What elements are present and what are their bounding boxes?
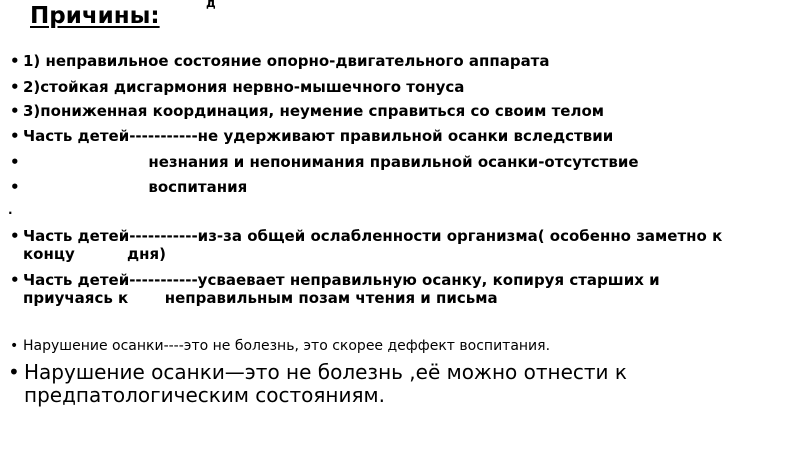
bullet-icon: • — [8, 360, 20, 384]
bullet-text: 3)пониженная координация, неумение справиться со своим телом — [23, 102, 605, 120]
bullet-text: Часть детей-----------из-за общей ослабленности организма( особенно заметно к концу дня) — [23, 227, 723, 263]
bullet-icon: • — [10, 52, 20, 70]
bullet-text: 2)стойкая дисгармония нервно-мышечного тонуса — [23, 78, 465, 96]
bullet-icon: • — [10, 271, 20, 289]
bullet-text: Часть детей-----------усваевает неправильную осанку, копируя старших и приучаясь к неправильным позам чтения и письма — [23, 271, 660, 307]
bullet-text: 1) неправильное состояние опорно-двигательного аппарата — [23, 52, 550, 70]
bullet-icon: • — [10, 338, 19, 354]
bullet-icon: • — [10, 102, 20, 120]
bullet-text: Часть детей-----------не удерживают правильной осанки вследствии — [23, 127, 614, 145]
bullet-icon: • — [10, 227, 20, 245]
conclusion-item — [8, 360, 627, 453]
bullet-text: незнания и непонимания правильной осанки-отсутствие — [23, 153, 639, 171]
bullet-icon: • — [10, 178, 20, 196]
conclusion-text: Нарушение осанки—это не болезнь ,её можно отнести к предпатологическим состояниям. — [24, 360, 627, 407]
slide-title: Причины: — [30, 3, 160, 29]
bullet-text: воспитания — [23, 178, 248, 196]
bullet-icon: • — [10, 153, 20, 171]
stray-mark: . — [8, 203, 13, 217]
note-text: Нарушение осанки----это не болезнь, это скорее деффект воспитания. — [23, 338, 551, 354]
title-mark: д — [206, 0, 216, 10]
bullet-icon: • — [10, 78, 20, 96]
bullet-item-8 — [10, 271, 660, 343]
bullet-icon: • — [10, 127, 20, 145]
